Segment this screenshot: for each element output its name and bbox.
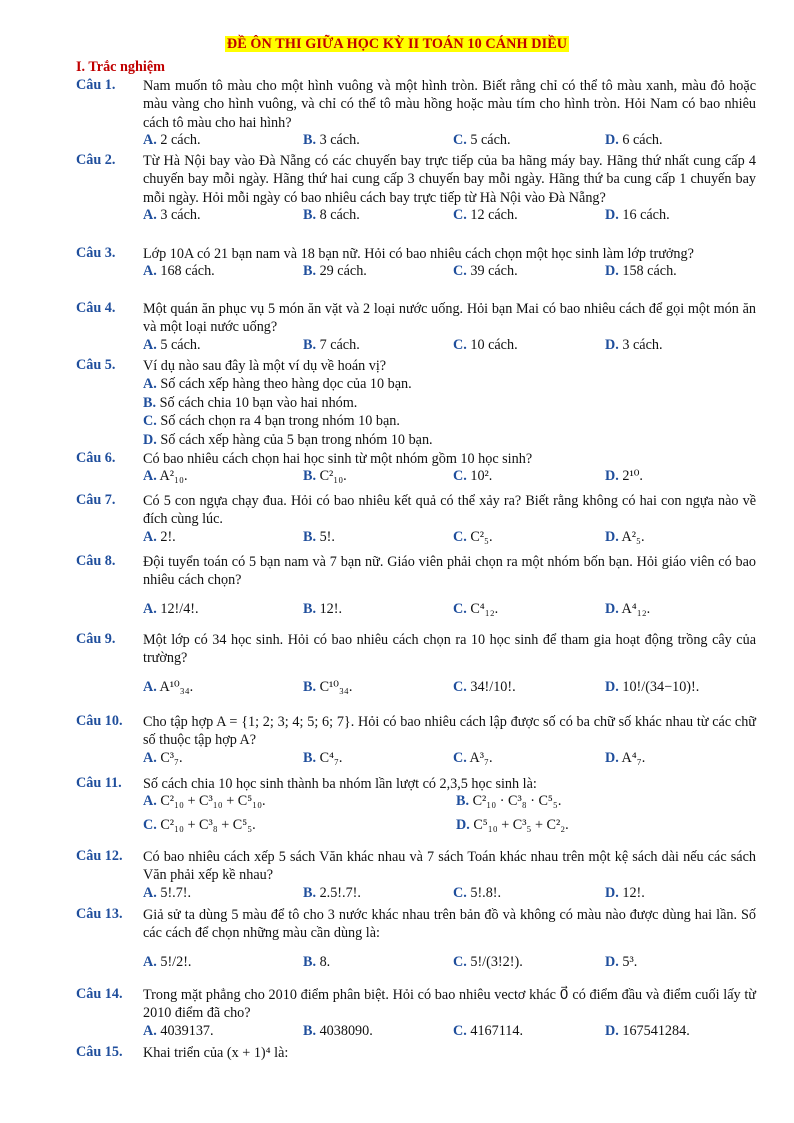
option-text: 5!.7!. [156,884,192,901]
option-label: A. [143,793,157,810]
option-label: B. [303,884,317,901]
question-15 [76,1044,756,1062]
option-label: D. [143,431,157,448]
option-b[interactable] [303,1023,373,1040]
option-d[interactable] [605,207,670,224]
question-number: Câu 8. [76,553,116,569]
option-text: C²₅. [466,528,493,545]
option-label: C. [143,413,157,430]
option-label: A. [143,132,157,149]
option-text: 12!. [316,600,343,617]
option-label: C. [453,749,467,766]
option-b[interactable] [303,750,342,767]
option-text: 6 cách. [618,132,663,149]
option-label: B. [456,793,470,810]
question-number: Câu 7. [76,492,116,508]
option-text: 10!/(34−10)!. [618,678,700,695]
question-text: Có bao nhiêu cách chọn hai học sinh từ một nhóm gồm 10 học sinh? [143,451,533,467]
option-label: C. [453,884,467,901]
option-row [143,263,756,282]
option-c[interactable] [453,885,501,902]
option-d[interactable] [456,817,569,834]
option-label: B. [303,528,317,545]
option-label: D. [605,884,619,901]
option-label: D. [605,528,619,545]
option-label: D. [456,817,470,834]
option-text: 16 cách. [618,207,670,224]
option-label: B. [303,600,317,617]
option-a[interactable] [143,529,176,546]
option-c[interactable] [453,1023,523,1040]
option-label: C. [143,817,157,834]
option-text: 158 cách. [618,263,677,280]
option-text: 3 cách. [316,132,360,149]
option-a[interactable] [143,601,199,618]
option-b[interactable] [303,954,330,971]
option-text: 8 cách. [316,207,360,224]
question-number: Câu 9. [76,631,116,647]
option-text: Số cách xếp hàng của 5 bạn trong nhóm 10 bạn. [160,431,433,448]
option-text: 39 cách. [466,263,518,280]
option-text: 4038090. [316,1022,373,1039]
question-number: Câu 4. [76,300,116,316]
option-row [143,590,756,630]
option-c[interactable] [453,337,518,354]
option-text: 2.5!.7!. [316,884,361,901]
option-a[interactable] [143,337,201,354]
option-label: D. [605,468,619,485]
option-label: D. [605,749,619,766]
option-text: A²₁₀. [156,468,188,485]
option-c[interactable] [453,263,518,280]
option-text: C¹⁰₃₄. [316,678,353,695]
option-label: B. [303,207,317,224]
option-label: D. [605,263,619,280]
option-label: A. [143,528,157,545]
option-label: B. [303,468,317,485]
option-text: 3 cách. [618,336,663,353]
option-c[interactable] [453,601,498,618]
option-text: 2¹⁰. [618,468,643,485]
option-a[interactable] [143,885,191,902]
option-d[interactable] [605,132,663,149]
option-label: A. [143,1022,157,1039]
option-a[interactable] [143,375,756,393]
option-d[interactable] [605,1023,690,1040]
option-text: 7 cách. [316,336,360,353]
option-text: 5!.8!. [466,884,502,901]
option-text: 5³. [618,953,638,970]
option-text: A¹⁰₃₄. [156,678,194,695]
option-text: 167541284. [618,1022,690,1039]
option-a[interactable] [143,468,188,485]
option-a[interactable] [143,132,201,149]
question-number: Câu 12. [76,848,123,864]
option-a[interactable] [143,263,215,280]
option-text: C²₁₀ + C³₈ + C⁵₅. [156,817,256,834]
question-9 [76,631,756,708]
option-text: C²₁₀ · C³₈ · C⁵₅. [469,793,562,810]
question-number: Câu 6. [76,450,116,466]
option-label: B. [303,749,317,766]
question-text: Lớp 10A có 21 bạn nam và 18 bạn nữ. Hỏi có bao nhiêu cách chọn một học sinh làm lớp trưởng? [143,246,694,262]
option-text: 3 cách. [156,207,201,224]
page-title [0,36,794,53]
option-label: C. [453,678,467,695]
question-5 [76,357,756,449]
option-d[interactable] [605,679,699,696]
question-number: Câu 14. [76,986,123,1002]
option-label: C. [453,468,467,485]
option-label: D. [605,1022,619,1039]
option-text: C⁴₇. [316,749,343,766]
option-b[interactable] [456,793,561,810]
question-1 [76,77,756,151]
option-text: Số cách chọn ra 4 bạn trong nhóm 10 bạn. [160,413,400,430]
question-11 [76,775,756,839]
question-13 [76,906,756,983]
option-row [143,529,756,548]
option-a[interactable] [143,793,266,810]
option-label: A. [143,336,157,353]
option-label: B. [303,953,317,970]
option-row [143,750,756,769]
option-b[interactable] [303,885,361,902]
question-text: Giả sử ta dùng 5 màu để tô cho 3 nước khác nhau trên bản đồ và không có màu nào được dùng hai lần. Số các cách để chọn những màu cần dùng là: [143,907,756,942]
option-label: B. [303,1022,317,1039]
question-number: Câu 2. [76,152,116,168]
option-label: C. [453,1022,467,1039]
option-text: 10 cách. [466,336,518,353]
question-7 [76,492,756,548]
option-text: 5 cách. [156,336,201,353]
option-text: A⁴₇. [618,749,646,766]
option-text: 12!/4!. [156,600,199,617]
option-list [143,375,756,449]
option-d[interactable] [605,954,637,971]
option-b[interactable] [303,679,352,696]
option-row [143,793,756,817]
option-d[interactable] [605,601,650,618]
option-c[interactable] [453,750,493,767]
option-text: 34!/10!. [466,678,516,695]
option-label: D. [605,600,619,617]
question-number: Câu 1. [76,77,116,93]
option-b[interactable] [303,132,360,149]
option-text: C³₇. [156,749,183,766]
question-3 [76,245,756,282]
option-label: B. [303,263,317,280]
option-text: A²₅. [618,528,645,545]
option-text: 4167114. [466,1022,524,1039]
question-text: Đội tuyển toán có 5 bạn nam và 7 bạn nữ. Giáo viên phải chọn ra một nhóm bốn bạn. Hỏi giáo viên có bao nhiêu cách chọn? [143,554,756,589]
option-row [143,943,756,983]
question-number: Câu 10. [76,713,123,729]
option-c[interactable] [143,817,256,834]
option-text: 10². [466,468,493,485]
option-label: D. [605,336,619,353]
option-label: A. [143,678,157,695]
option-label: A. [143,376,157,393]
option-d[interactable] [143,431,756,449]
question-text: Số cách chia 10 học sinh thành ba nhóm lần lượt có 2,3,5 học sinh là: [143,776,537,792]
question-text: Một lớp có 34 học sinh. Hỏi có bao nhiêu cách chọn ra 10 học sinh để tham gia hoạt động trồng cây của trường? [143,632,756,667]
option-c[interactable] [453,529,493,546]
option-d[interactable] [605,468,643,485]
option-b[interactable] [303,529,335,546]
option-row [143,337,756,356]
option-label: C. [453,600,467,617]
question-2 [76,152,756,226]
option-text: 29 cách. [316,263,367,280]
option-label: C. [453,336,467,353]
option-text: 5 cách. [466,132,511,149]
option-d[interactable] [605,337,663,354]
option-text: 2 cách. [156,132,201,149]
option-text: C⁵₁₀ + C³₅ + C²₂. [469,817,569,834]
option-label: C. [453,263,467,280]
option-text: A³₇. [466,749,493,766]
option-label: D. [605,678,619,695]
question-text: Từ Hà Nội bay vào Đà Nẵng có các chuyến bay trực tiếp của ba hãng máy bay. Hãng thứ nhất cung cấp 4 chuyến bay mỗi ngày. Hãng thứ hai cung cấp 3 chuyến bay mỗi ngày. Hãng thứ ba cung cấp 1 chuyến bay mỗi ngày. Hỏi mỗi ngày có bao nhiêu cách bay trực tiếp từ Hà Nội vào Đà Nẵng? [143,153,756,206]
option-label: C. [453,528,467,545]
question-number: Câu 13. [76,906,123,922]
option-label: A. [143,600,157,617]
question-14 [76,986,756,1042]
option-label: B. [303,132,317,149]
option-row [143,817,756,839]
option-b[interactable] [303,337,360,354]
question-8 [76,553,756,630]
option-a[interactable] [143,750,183,767]
option-b[interactable] [303,468,347,485]
option-text: 8. [316,953,331,970]
option-text: Số cách xếp hàng theo hàng dọc của 10 bạn. [160,376,412,393]
option-label: C. [453,207,467,224]
option-d[interactable] [605,885,645,902]
option-label: D. [605,207,619,224]
option-a[interactable] [143,1023,214,1040]
question-number: Câu 15. [76,1044,123,1060]
option-text: Số cách chia 10 bạn vào hai nhóm. [159,394,358,411]
question-text: Ví dụ nào sau đây là một ví dụ về hoán vị? [143,358,387,374]
option-c[interactable] [453,207,518,224]
option-a[interactable] [143,954,191,971]
option-text: A⁴₁₂. [618,600,651,617]
option-label: D. [605,953,619,970]
option-text: 168 cách. [156,263,215,280]
option-text: 2!. [156,528,176,545]
option-label: B. [143,394,157,411]
option-c[interactable] [453,132,511,149]
question-text: Có bao nhiêu cách xếp 5 sách Văn khác nhau và 7 sách Toán khác nhau trên một kệ sách dài nếu các sách Văn phải xếp kề nhau? [143,849,756,884]
option-text: 4039137. [156,1022,214,1039]
option-c[interactable] [453,954,523,971]
option-label: A. [143,263,157,280]
question-text: Trong mặt phẳng cho 2010 điểm phân biệt. Hỏi có bao nhiêu vectơ khác 0⃗ có điểm đầu và điểm cuối lấy từ 2010 điểm đã cho? [143,987,756,1022]
option-c[interactable] [453,679,516,696]
option-b[interactable] [143,394,756,412]
option-label: C. [453,953,467,970]
option-row [143,1023,756,1042]
option-row [143,207,756,226]
question-6 [76,450,756,487]
option-row [143,468,756,487]
option-b[interactable] [303,263,367,280]
section-heading: I. Trắc nghiệm [76,59,165,75]
option-d[interactable] [605,263,677,280]
option-label: A. [143,749,157,766]
question-10 [76,713,756,769]
question-4 [76,300,756,356]
option-text: 12!. [618,884,645,901]
option-label: B. [303,678,317,695]
option-text: C²₁₀. [316,468,347,485]
option-label: A. [143,207,157,224]
option-a[interactable] [143,207,201,224]
option-c[interactable] [143,412,756,430]
option-label: D. [605,132,619,149]
option-label: A. [143,884,157,901]
question-text: Cho tập hợp A = {1; 2; 3; 4; 5; 6; 7}. Hỏi có bao nhiêu cách lập được số có ba chữ số khác nhau từ các chữ số thuộc tập hợp A? [143,714,756,749]
option-row [143,132,756,151]
option-a[interactable] [143,679,193,696]
option-text: 5!/2!. [156,953,192,970]
question-number: Câu 11. [76,775,122,791]
question-text: Một quán ăn phục vụ 5 món ăn vặt và 2 loại nước uống. Hỏi bạn Mai có bao nhiêu cách để gọi một món ăn và một loại nước uống? [143,301,756,336]
title-text: ĐỀ ÔN THI GIỮA HỌC KỲ II TOÁN 10 CÁNH DIỀU [226,36,568,52]
question-text: Có 5 con ngựa chạy đua. Hỏi có bao nhiêu kết quả có thể xảy ra? Biết rằng không có hai con ngựa nào về đích cùng lúc. [143,493,756,528]
question-text: Khai triển của (x + 1)⁴ là: [143,1045,289,1061]
option-c[interactable] [453,468,492,485]
option-label: A. [143,953,157,970]
option-label: C. [453,132,467,149]
option-label: A. [143,468,157,485]
question-number: Câu 5. [76,357,116,373]
option-b[interactable] [303,601,342,618]
option-label: B. [303,336,317,353]
question-text: Nam muốn tô màu cho một hình vuông và một hình tròn. Biết rằng chỉ có thể tô màu xanh, màu đỏ hoặc màu vàng cho hình vuông, và chỉ có thể tô màu hồng hoặc màu tím cho hình tròn. Hỏi Nam có bao nhiêu cách tô màu cho hai hình? [143,78,756,131]
option-b[interactable] [303,207,360,224]
option-text: 5!/(3!2!). [466,953,523,970]
question-12 [76,848,756,904]
option-row [143,885,756,904]
option-d[interactable] [605,529,645,546]
option-row [143,668,756,708]
question-number: Câu 3. [76,245,116,261]
option-text: C⁴₁₂. [466,600,499,617]
option-d[interactable] [605,750,645,767]
option-text: C²₁₀ + C³₁₀ + C⁵₁₀. [156,793,266,810]
option-text: 5!. [316,528,335,545]
option-text: 12 cách. [466,207,518,224]
